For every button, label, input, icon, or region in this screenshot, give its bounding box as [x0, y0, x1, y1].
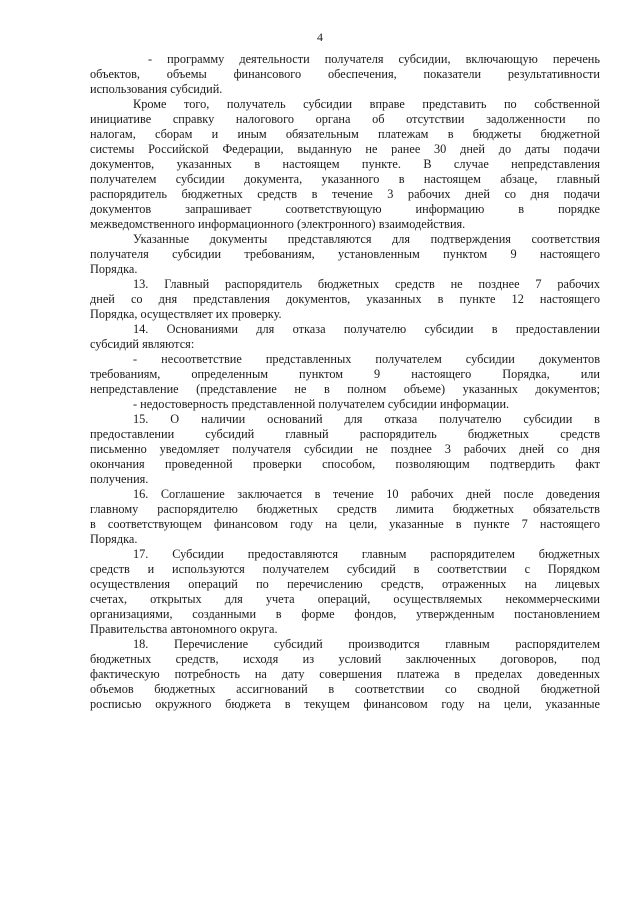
text-line: 14. Основаниями для отказа получателю субсидии в предоставлении — [133, 322, 600, 336]
text-line: в соответствующем финансовом году на цели, указанные в пункте 7 настоящего — [90, 517, 600, 531]
text-line: счетах, открытых для учета операций, осуществляемых некоммерческими — [90, 592, 600, 606]
text-line: окончания проведенной проверки способом, позволяющим подтвердить факт — [90, 457, 600, 471]
text-line: требованиям, определенным пунктом 9 настоящего Порядка, или — [90, 367, 600, 381]
text-line: фактическую потребность на дату совершения платежа в пределах доведенных — [90, 667, 600, 681]
text-line: документов, указанных в настоящем пункте. В случае непредставления — [90, 157, 600, 171]
text-line: осуществления операций по перечислению средств, отраженных на лицевых — [90, 577, 600, 591]
text-line: использования субсидий. — [90, 82, 223, 96]
text-line: Кроме того, получатель субсидии вправе представить по собственной — [133, 97, 600, 111]
text-line: дней со дня представления документов, указанных в пункте 12 настоящего — [90, 292, 600, 306]
text-line: Порядка. — [90, 262, 138, 276]
text-line: получателя субсидии требованиям, установленным пунктом 9 настоящего — [90, 247, 600, 261]
text-line: - недостоверность представленной получателем субсидии информации. — [133, 397, 510, 411]
text-line: 17. Субсидии предоставляются главным распорядителем бюджетных — [133, 547, 600, 561]
text-line: объектов, объемы финансового обеспечения, показатели результативности — [90, 67, 600, 81]
text-line: - программу деятельности получателя субсидии, включающую перечень — [148, 52, 600, 66]
text-line: системы Российской Федерации, выданную не ранее 30 дней до даты подачи — [90, 142, 600, 156]
text-line: 16. Соглашение заключается в течение 10 рабочих дней после доведения — [133, 487, 600, 501]
page-number: 4 — [317, 30, 323, 44]
text-line: Порядка. — [90, 532, 138, 546]
text-line: - несоответствие представленных получателем субсидии документов — [133, 352, 600, 366]
text-line: налогам, сборам и иным обязательным платежам в бюджеты бюджетной — [90, 127, 600, 141]
text-line: организациями, созданными в форме фондов, утвержденным постановлением — [90, 607, 600, 621]
text-line: непредставление (представление не в полном объеме) указанных документов; — [90, 382, 600, 396]
text-line: объемов бюджетных ассигнований в соответствии со сводной бюджетной — [90, 682, 600, 696]
text-line: распорядитель бюджетных средств в течение 3 рабочих дней со дня подачи — [90, 187, 600, 201]
text-line: Указанные документы представляются для подтверждения соответствия — [133, 232, 600, 246]
text-line: инициативе справку налогового органа об отсутствии задолженности по — [90, 112, 600, 126]
text-line: субсидий являются: — [90, 337, 195, 351]
text-line: межведомственного информационного (электронного) взаимодействия. — [90, 217, 466, 231]
text-line: 15. О наличии оснований для отказа получателю субсидии в — [133, 412, 600, 426]
text-line: росписью окружного бюджета в текущем финансовом году на цели, указанные — [90, 697, 600, 711]
text-line: письменно уведомляет получателя субсидии не позднее 3 рабочих дней со дня — [90, 442, 600, 456]
text-line: средств и используются получателем субсидий в соответствии с Порядком — [90, 562, 600, 576]
text-line: Правительства автономного округа. — [90, 622, 278, 636]
text-line: Порядка, осуществляет их проверку. — [90, 307, 282, 321]
text-line: документов запрашивает соответствующую информацию в порядке — [90, 202, 600, 216]
text-line: получателем субсидии документа, указанного в настоящем абзаце, главный — [90, 172, 600, 186]
text-line: 18. Перечисление субсидий производится главным распорядителем — [133, 637, 600, 651]
text-line: получения. — [90, 472, 149, 486]
text-line: главному распорядителю бюджетных средств лимита бюджетных обязательств — [90, 502, 600, 516]
text-line: бюджетных средств, исходя из условий заключенных договоров, под — [90, 652, 600, 666]
text-line: предоставлении субсидий главный распорядитель бюджетных средств — [90, 427, 600, 441]
text-line: 13. Главный распорядитель бюджетных средств не позднее 7 рабочих — [133, 277, 600, 291]
